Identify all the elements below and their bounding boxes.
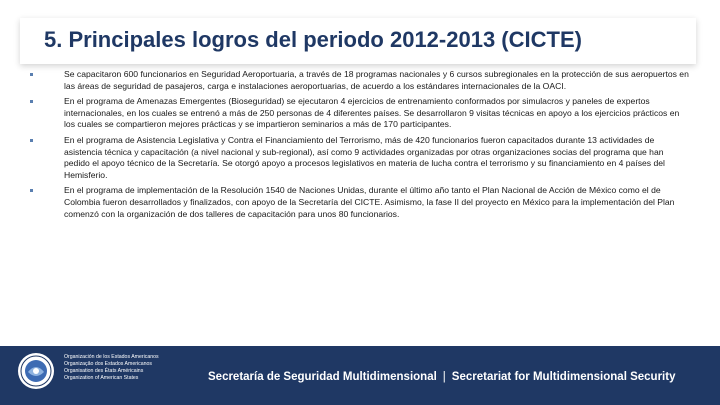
list-item-text: En el programa de Asistencia Legislativa y Contra el Financiamiento del Terrorismo, más de 420 funcionarios fueron capacitados durante 13 actividades de asistencia técnica y capacitación (a nivel nacional y sub-regional), así como 9 actividades organizadas por otras organizaciones socias del programa que han pedido el apoyo técnico de la Secretaría. Se otorgó apoyo a procesos legislativos en materia de lucha contra el terrorismo y su financiamiento en 4 países del Hemisferio. — [64, 134, 665, 180]
list-item-text: En el programa de implementación de la Resolución 1540 de Naciones Unidas, durante el último año tanto el Plan Nacional de Acción de México como el de Colombia fueron desarrollados y finalizados, con apoyo de la Secretaría del CICTE. Asimismo, la fase II del proyecto en México para la implementación del Plan comenzó con la organización de dos talleres de capacitación para unos 80 funcionarios. — [64, 185, 675, 219]
separator: | — [442, 371, 446, 383]
oas-seal-icon — [17, 352, 55, 390]
bullet-icon — [30, 73, 33, 76]
bullet-icon — [30, 100, 33, 103]
list-item — [30, 135, 690, 181]
slide-title: 5. Principales logros del periodo 2012-2013 (CICTE) — [44, 27, 582, 52]
list-item-text: En el programa de Amenazas Emergentes (Bioseguridad) se ejecutaron 4 ejercicios de entrenamiento conformados por simulacros y paneles de expertos internacionales, en los cuales se entrenó a más de 250 personas de 4 diferentes países. Se desarrollaron 9 visitas técnicas en apoyo a los ejercicios prácticos en los cuales se compartieron mejores prácticas y se impartieron seminarios a más de 170 participantes. — [64, 96, 680, 130]
list-item — [30, 185, 690, 220]
achievements-list — [30, 69, 690, 224]
bullet-icon — [30, 139, 33, 142]
org-name: Organisation des États Américains — [64, 368, 144, 374]
secretariat-english: Secretariat for Multidimensional Security — [451, 371, 676, 383]
list-item — [30, 96, 690, 131]
org-name: Organización de los Estados Americanos — [64, 354, 159, 360]
footer-bar — [0, 346, 720, 405]
list-item — [30, 69, 690, 92]
list-item-text: Se capacitaron 600 funcionarios en Seguridad Aeroportuaria, a través de 18 programas nacionales y 6 cursos subregionales en la protección de sus aeropuertos en las áreas de seguridad de pasajeros, carga e instalaciones aeroportuarias, de acuerdo a los estándares internacionales de la OACI. — [64, 69, 689, 91]
secretariat-banner — [208, 371, 675, 383]
org-name: Organização dos Estados Americanos — [64, 361, 152, 367]
secretariat-spanish: Secretaría de Seguridad Multidimensional — [208, 371, 437, 383]
organization-names — [64, 354, 159, 382]
org-name: Organization of American States — [64, 375, 139, 381]
bullet-icon — [30, 189, 33, 192]
